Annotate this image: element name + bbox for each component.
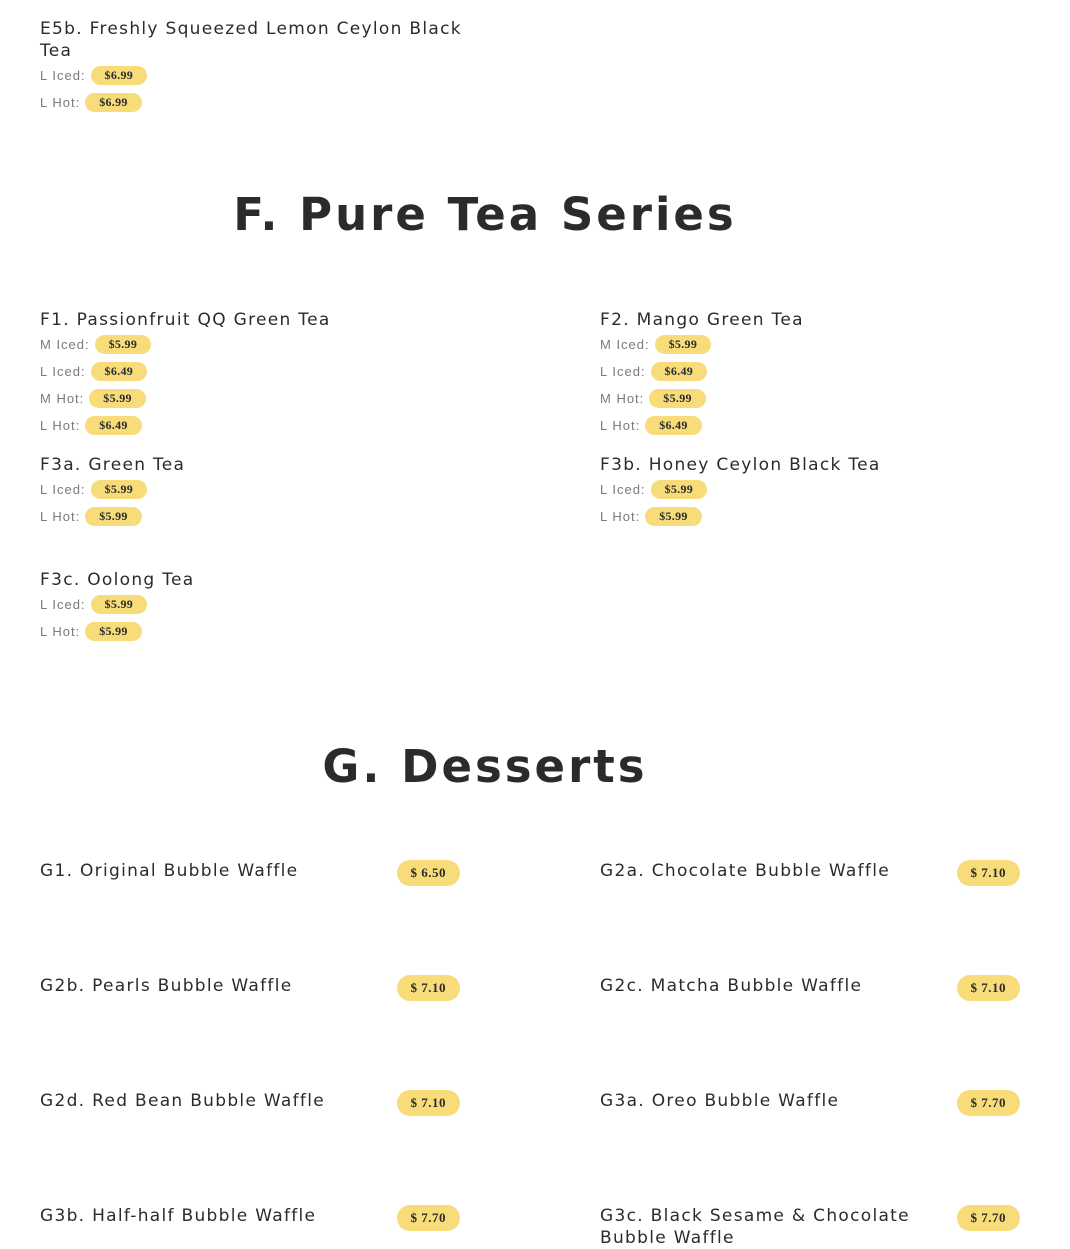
price-row bbox=[600, 503, 881, 530]
price-row bbox=[600, 412, 804, 439]
price-row bbox=[40, 591, 195, 618]
price-badge: $5.99 bbox=[655, 335, 712, 354]
size-label: L Hot: bbox=[40, 509, 81, 524]
price-badge: $ 7.10 bbox=[957, 975, 1021, 1001]
price-row bbox=[40, 503, 185, 530]
price-badge: $5.99 bbox=[649, 389, 706, 408]
price-badge: $ 7.70 bbox=[397, 1205, 461, 1231]
price-badge: $6.99 bbox=[91, 66, 148, 85]
menu-item-f1 bbox=[40, 309, 331, 439]
item-title: G3b. Half-half Bubble Waffle bbox=[40, 1206, 317, 1226]
menu-item-f3a bbox=[40, 454, 185, 530]
menu-item-g2a bbox=[600, 860, 1020, 882]
item-title: G2d. Red Bean Bubble Waffle bbox=[40, 1091, 326, 1111]
price-row bbox=[40, 412, 331, 439]
menu-item-g3c bbox=[600, 1205, 1020, 1249]
size-label: L Hot: bbox=[600, 509, 641, 524]
price-badge: $5.99 bbox=[91, 595, 148, 614]
price-row bbox=[600, 331, 804, 358]
price-row bbox=[40, 331, 331, 358]
size-label: L Hot: bbox=[40, 624, 81, 639]
menu-item-e5b bbox=[40, 18, 470, 116]
item-title: G1. Original Bubble Waffle bbox=[40, 861, 299, 881]
price-row bbox=[40, 385, 331, 412]
price-badge: $5.99 bbox=[651, 480, 708, 499]
price-badge: $ 7.10 bbox=[397, 1090, 461, 1116]
size-label: M Hot: bbox=[40, 391, 85, 406]
menu-item-g1 bbox=[40, 860, 460, 882]
size-label: L Iced: bbox=[600, 364, 646, 379]
price-badge: $6.99 bbox=[85, 93, 142, 112]
price-row bbox=[40, 358, 331, 385]
price-badge: $ 7.70 bbox=[957, 1090, 1021, 1116]
size-label: L Iced: bbox=[40, 482, 86, 497]
size-label: M Hot: bbox=[600, 391, 645, 406]
size-label: L Hot: bbox=[600, 418, 641, 433]
menu-item-g3a bbox=[600, 1090, 1020, 1112]
item-title: G2c. Matcha Bubble Waffle bbox=[600, 976, 863, 996]
item-title: G3c. Black Sesame & Chocolate Bubble Waffle bbox=[600, 1206, 910, 1248]
price-badge: $ 6.50 bbox=[397, 860, 461, 886]
price-badge: $ 7.10 bbox=[397, 975, 461, 1001]
price-badge: $6.49 bbox=[651, 362, 708, 381]
menu-item-g2d bbox=[40, 1090, 460, 1112]
item-title: G3a. Oreo Bubble Waffle bbox=[600, 1091, 840, 1111]
price-badge: $ 7.70 bbox=[957, 1205, 1021, 1231]
price-badge: $5.99 bbox=[95, 335, 152, 354]
price-badge: $5.99 bbox=[85, 622, 142, 641]
menu-item-g2b bbox=[40, 975, 460, 997]
menu-item-g3b bbox=[40, 1205, 460, 1227]
item-title: F1. Passionfruit QQ Green Tea bbox=[40, 310, 331, 330]
size-label: M Iced: bbox=[600, 337, 650, 352]
price-row bbox=[600, 385, 804, 412]
size-label: M Iced: bbox=[40, 337, 90, 352]
price-row bbox=[40, 62, 470, 89]
section-title-f: F. Pure Tea Series bbox=[233, 188, 737, 241]
size-label: L Iced: bbox=[40, 597, 86, 612]
price-row bbox=[600, 358, 804, 385]
price-row bbox=[40, 476, 185, 503]
item-title: G2b. Pearls Bubble Waffle bbox=[40, 976, 293, 996]
section-title-g: G. Desserts bbox=[322, 740, 648, 793]
item-title: E5b. Freshly Squeezed Lemon Ceylon Black Tea bbox=[40, 19, 462, 61]
size-label: L Hot: bbox=[40, 95, 81, 110]
item-title: F2. Mango Green Tea bbox=[600, 310, 804, 330]
menu-item-f3c bbox=[40, 569, 195, 645]
price-badge: $5.99 bbox=[89, 389, 146, 408]
price-badge: $6.49 bbox=[85, 416, 142, 435]
size-label: L Iced: bbox=[40, 364, 86, 379]
price-badge: $5.99 bbox=[85, 507, 142, 526]
price-badge: $5.99 bbox=[645, 507, 702, 526]
price-badge: $6.49 bbox=[645, 416, 702, 435]
price-badge: $ 7.10 bbox=[957, 860, 1021, 886]
item-title: G2a. Chocolate Bubble Waffle bbox=[600, 861, 890, 881]
size-label: L Iced: bbox=[40, 68, 86, 83]
size-label: L Iced: bbox=[600, 482, 646, 497]
price-badge: $6.49 bbox=[91, 362, 148, 381]
price-row bbox=[40, 618, 195, 645]
price-row bbox=[40, 89, 470, 116]
item-title: F3c. Oolong Tea bbox=[40, 570, 195, 590]
menu-item-g2c bbox=[600, 975, 1020, 997]
menu-item-f3b bbox=[600, 454, 881, 530]
price-badge: $5.99 bbox=[91, 480, 148, 499]
size-label: L Hot: bbox=[40, 418, 81, 433]
price-row bbox=[600, 476, 881, 503]
item-title: F3b. Honey Ceylon Black Tea bbox=[600, 455, 881, 475]
menu-item-f2 bbox=[600, 309, 804, 439]
item-title: F3a. Green Tea bbox=[40, 455, 186, 475]
